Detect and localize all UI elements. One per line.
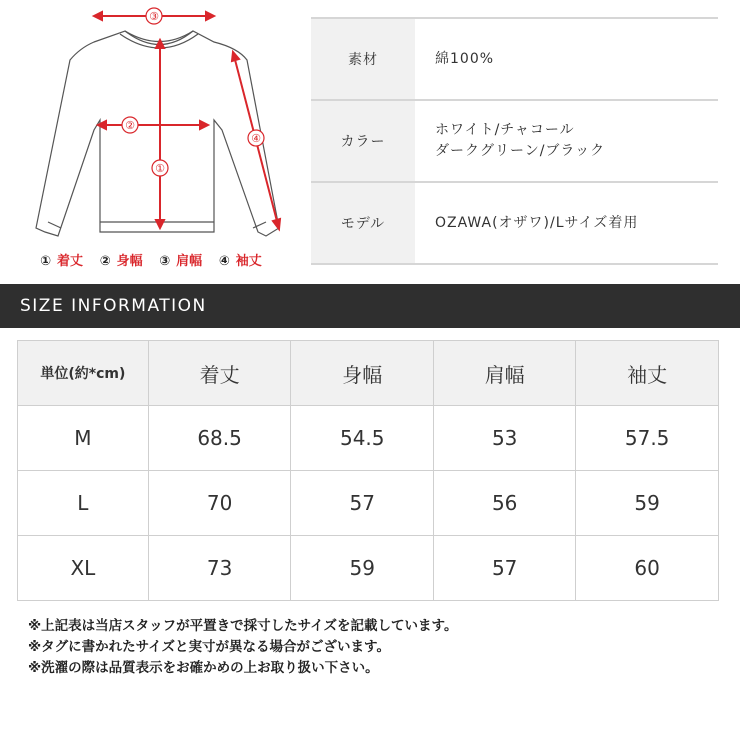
note-line: ※上記表は当店スタッフが平置きで採寸したサイズを記載しています。	[28, 618, 458, 634]
table-cell: 59	[576, 471, 719, 536]
marker-4: ④	[251, 132, 261, 145]
legend-item: ② 身幅	[99, 254, 143, 269]
measurement-legend	[40, 250, 274, 269]
info-value: 綿100%	[415, 18, 718, 100]
table-cell: 57	[434, 536, 576, 601]
marker-3: ③	[149, 10, 159, 23]
size-table-header	[18, 341, 719, 406]
table-cell: 60	[576, 536, 719, 601]
note-line: ※洗濯の際は品質表示をお確かめの上お取り扱い下さい。	[28, 660, 379, 676]
size-label: XL	[18, 536, 149, 601]
header-shoulder-width: 肩幅	[434, 341, 576, 406]
header-body-width: 身幅	[291, 341, 434, 406]
info-row-color	[311, 100, 718, 182]
size-table	[17, 340, 719, 601]
size-label: L	[18, 471, 149, 536]
table-cell: 57	[291, 471, 434, 536]
size-notes	[28, 616, 457, 679]
marker-1: ①	[155, 162, 165, 175]
info-label: 素材	[311, 18, 415, 100]
info-value: ホワイト/チャコール ダークグリーン/ブラック	[415, 100, 718, 182]
measurement-diagram	[0, 0, 290, 280]
size-information-banner: SIZE INFORMATION	[0, 284, 740, 328]
info-label: モデル	[311, 182, 415, 264]
table-row	[18, 471, 719, 536]
table-cell: 57.5	[576, 406, 719, 471]
header-unit: 単位(約*cm)	[18, 341, 149, 406]
table-cell: 70	[148, 471, 291, 536]
table-cell: 59	[291, 536, 434, 601]
table-cell: 73	[148, 536, 291, 601]
table-cell: 54.5	[291, 406, 434, 471]
table-cell: 68.5	[148, 406, 291, 471]
header-sleeve-length: 袖丈	[576, 341, 719, 406]
note-line: ※タグに書かれたサイズと実寸が異なる場合がございます。	[28, 639, 390, 655]
legend-item: ③ 肩幅	[159, 254, 203, 269]
table-cell: 56	[434, 471, 576, 536]
product-info-table	[311, 17, 718, 265]
sweatshirt-outline-icon	[0, 0, 290, 250]
size-label: M	[18, 406, 149, 471]
legend-item: ① 着丈	[40, 254, 84, 269]
table-row	[18, 536, 719, 601]
info-row-model	[311, 182, 718, 264]
info-row-material	[311, 18, 718, 100]
header-length: 着丈	[148, 341, 291, 406]
table-row	[18, 406, 719, 471]
info-value: OZAWA(オザワ)/Lサイズ着用	[415, 182, 718, 264]
info-label: カラー	[311, 100, 415, 182]
table-cell: 53	[434, 406, 576, 471]
marker-2: ②	[125, 119, 135, 132]
legend-item: ④ 袖丈	[218, 254, 262, 269]
